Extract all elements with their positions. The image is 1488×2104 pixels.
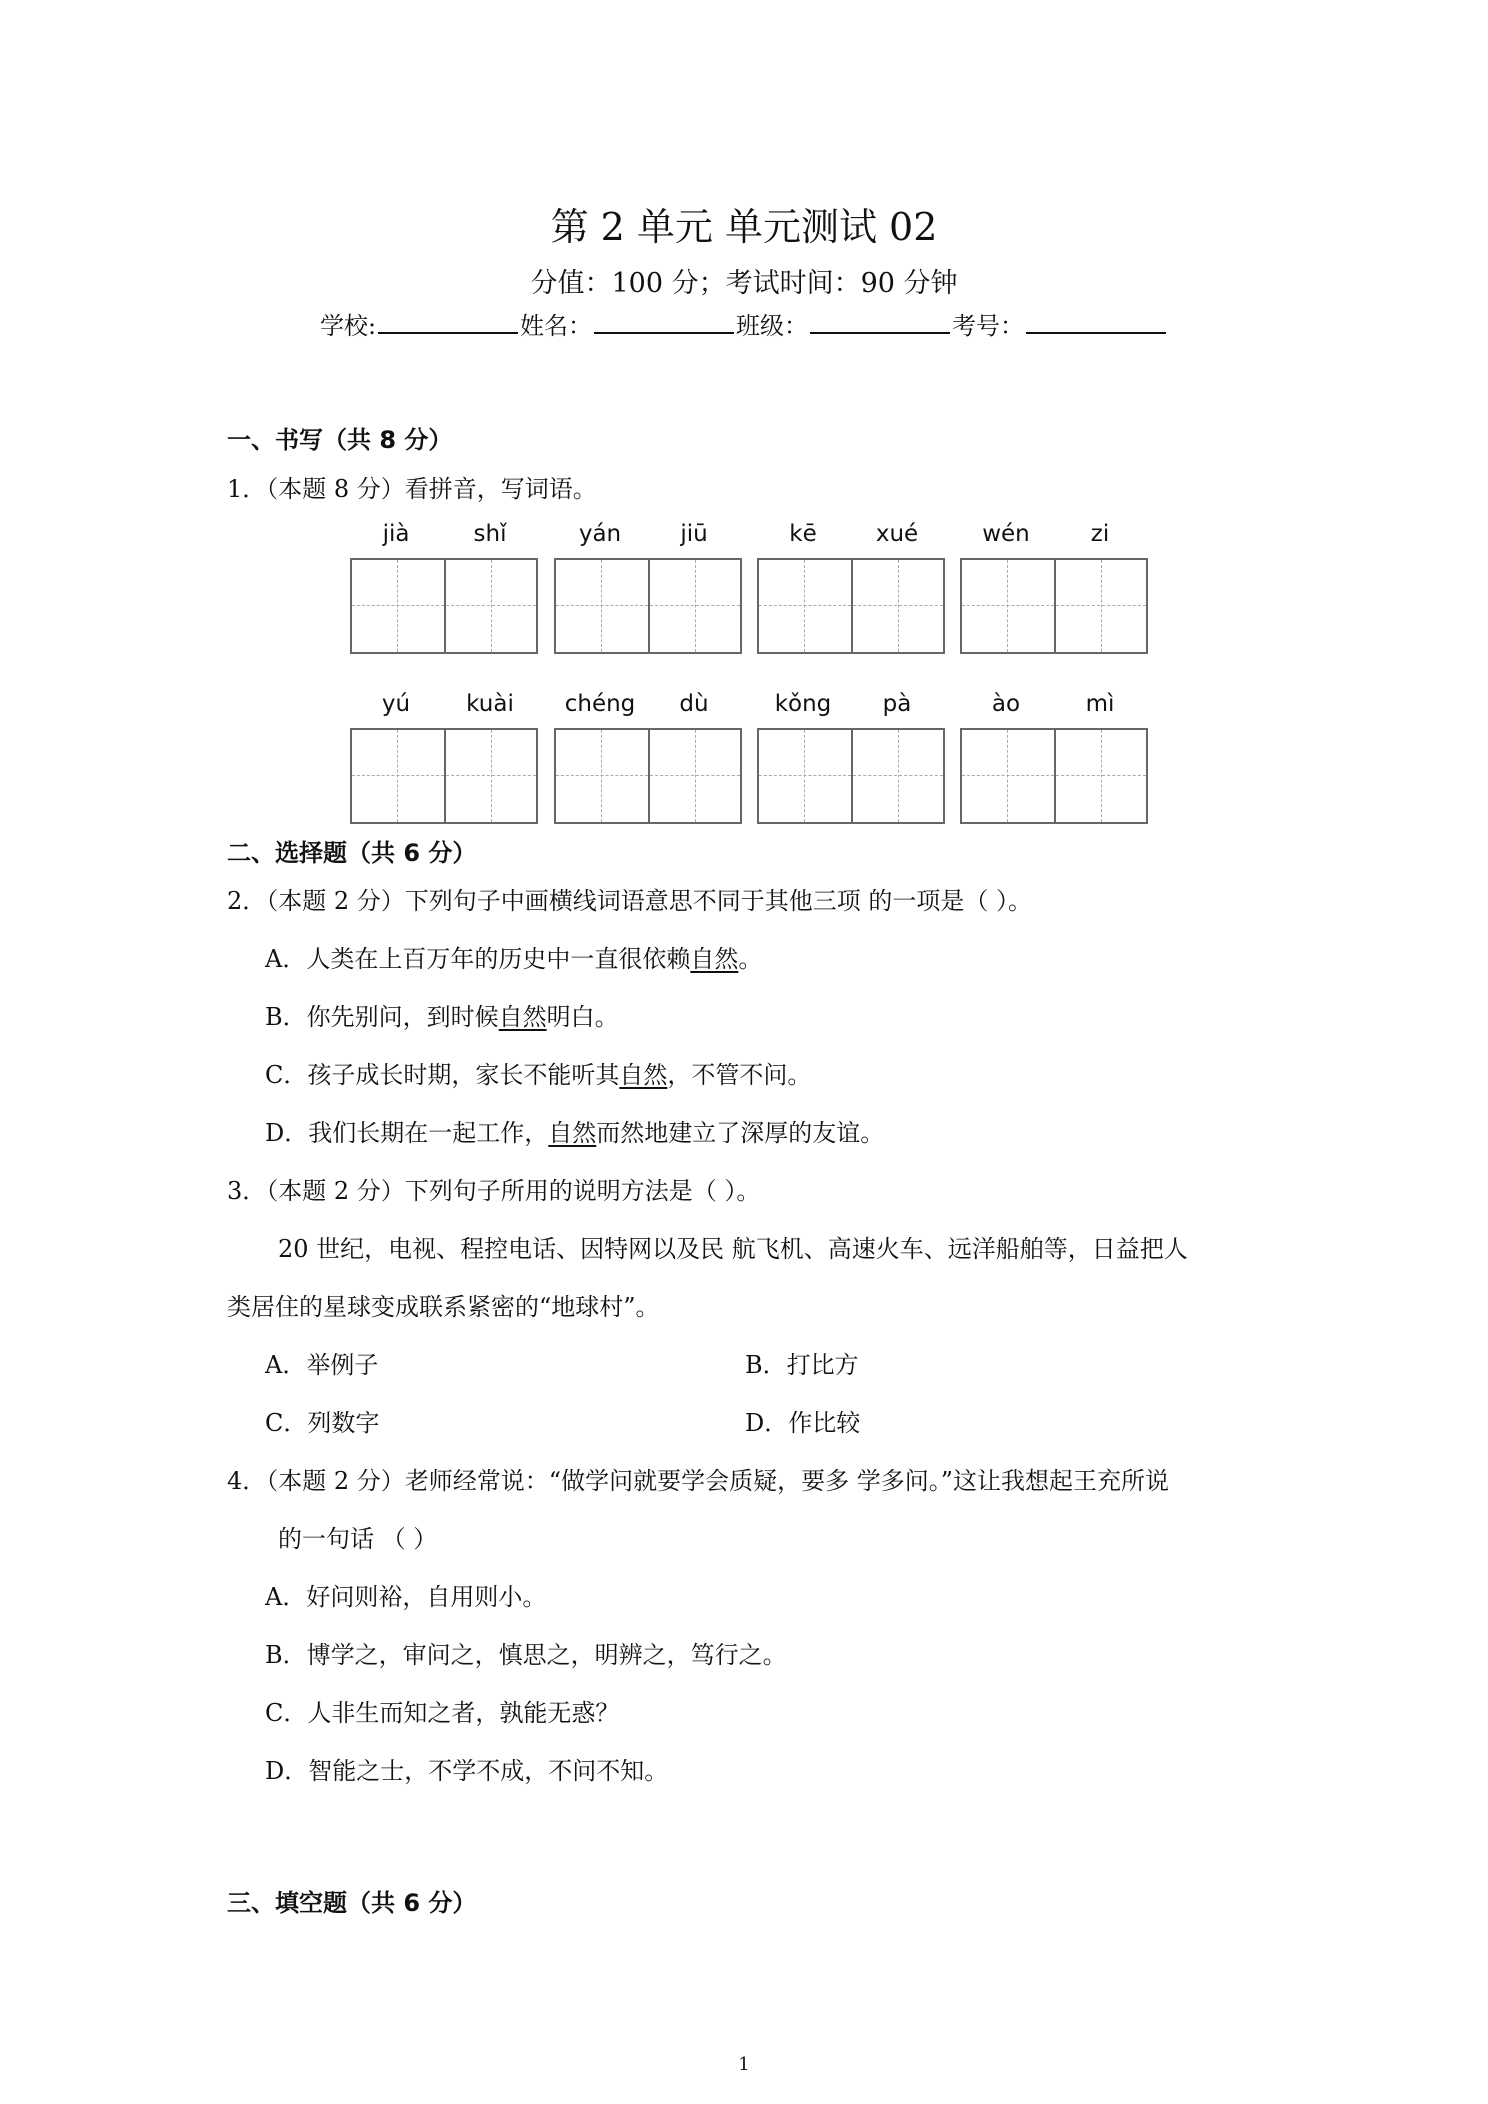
question-3-stem: 3．（本题 2 分）下列句子所用的说明方法是（ ）。 xyxy=(227,1177,761,1205)
writing-grid[interactable] xyxy=(554,558,742,654)
pinyin-label: pà xyxy=(882,691,912,717)
page-title: 第 2 单元 单元测试 02 xyxy=(550,205,938,249)
writing-grid[interactable] xyxy=(757,558,945,654)
pinyin-label: kē xyxy=(789,521,817,547)
writing-grid[interactable] xyxy=(757,728,945,824)
pinyin-label: wén xyxy=(982,521,1030,547)
page-number: 1 xyxy=(738,2054,750,2075)
writing-grid[interactable] xyxy=(960,558,1148,654)
question-4-option-c[interactable]: C．人非生而知之者，孰能无惑？ xyxy=(265,1699,620,1727)
question-3-option-a[interactable]: A．举例子 xyxy=(265,1351,379,1379)
question-4-option-a[interactable]: A．好问则裕，自用则小。 xyxy=(265,1583,547,1611)
question-4-stem-line-1: 4．（本题 2 分）老师经常说：“做学问就要学会质疑，要多 学多问。”这让我想起王充所说 xyxy=(227,1467,1169,1495)
section-heading-fill-blank: 三、填空题（共 6 分） xyxy=(227,1889,477,1917)
pinyin-label: dù xyxy=(679,691,709,717)
pinyin-label: xué xyxy=(875,521,919,547)
question-4-option-d[interactable]: D．智能之士，不学不成，不问不知。 xyxy=(265,1757,669,1785)
pinyin-label: ào xyxy=(991,691,1021,717)
pinyin-label: chéng xyxy=(564,691,636,717)
question-2-option-b[interactable]: B．你先别问，到时候自然明白。 xyxy=(265,1003,619,1031)
class-blank[interactable] xyxy=(810,308,950,334)
pinyin-label: yú xyxy=(381,691,411,717)
question-2-stem: 2．（本题 2 分）下列句子中画横线词语意思不同于其他三项 的一项是（ ）。 xyxy=(227,887,1033,915)
pinyin-label: mì xyxy=(1085,691,1115,717)
pinyin-label: zi xyxy=(1090,521,1110,547)
class-label: 班级： xyxy=(736,312,809,340)
student-info-line xyxy=(0,306,1488,341)
pinyin-label: yán xyxy=(578,521,622,547)
pinyin-label: jià xyxy=(382,521,410,547)
writing-grid[interactable] xyxy=(350,558,538,654)
question-2-option-d[interactable]: D．我们长期在一起工作，自然而然地建立了深厚的友谊。 xyxy=(265,1119,885,1147)
school-blank[interactable] xyxy=(378,308,518,334)
pinyin-label: kuài xyxy=(466,691,514,717)
question-3-passage-line-1: 20 世纪，电视、程控电话、因特网以及民 航飞机、高速火车、远洋船舶等，日益把人 xyxy=(278,1235,1188,1263)
pinyin-label: jiū xyxy=(680,521,708,547)
question-3-option-c[interactable]: C．列数字 xyxy=(265,1409,380,1437)
question-2-option-a[interactable]: A．人类在上百万年的历史中一直很依赖自然。 xyxy=(265,945,763,973)
pinyin-label: shǐ xyxy=(473,521,507,547)
exam-number-label: 考号： xyxy=(952,312,1025,340)
writing-grid[interactable] xyxy=(960,728,1148,824)
score-time-info: 分值：100 分；考试时间：90 分钟 xyxy=(530,268,958,299)
pinyin-label: kǒng xyxy=(774,691,832,717)
name-label: 姓名： xyxy=(520,312,593,340)
question-3-option-b[interactable]: B．打比方 xyxy=(745,1351,859,1379)
section-heading-writing: 一、书写（共 8 分） xyxy=(227,426,453,454)
writing-grid[interactable] xyxy=(554,728,742,824)
question-4-option-b[interactable]: B．博学之，审问之，慎思之，明辨之，笃行之。 xyxy=(265,1641,787,1669)
question-4-stem-line-2: 的一句话 （ ） xyxy=(278,1525,438,1553)
writing-grid[interactable] xyxy=(350,728,538,824)
school-label: 学校: xyxy=(319,312,377,340)
question-1-stem: 1．（本题 8 分）看拼音，写词语。 xyxy=(227,475,597,503)
name-blank[interactable] xyxy=(594,308,734,334)
question-3-passage-line-2: 类居住的星球变成联系紧密的“地球村”。 xyxy=(227,1293,660,1321)
exam-number-blank[interactable] xyxy=(1026,308,1166,334)
question-3-option-d[interactable]: D．作比较 xyxy=(745,1409,861,1437)
question-2-option-c[interactable]: C．孩子成长时期，家长不能听其自然，不管不问。 xyxy=(265,1061,812,1089)
section-heading-choice: 二、选择题（共 6 分） xyxy=(227,839,477,867)
